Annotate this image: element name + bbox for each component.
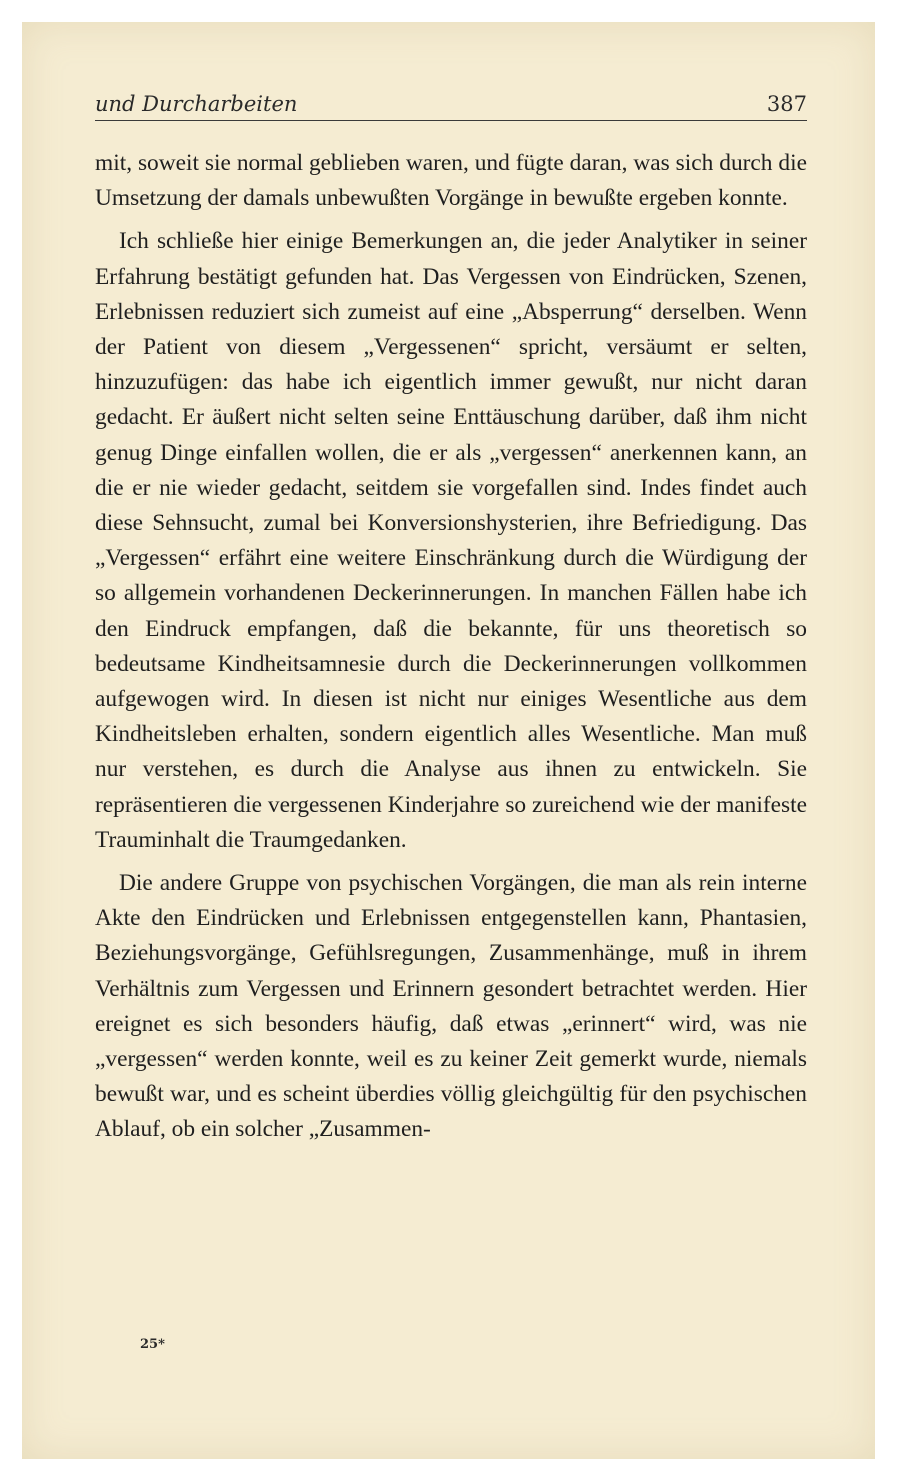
body-text (95, 146, 807, 1148)
paragraph-2: Ich schließe hier einige Bemerkungen an, die jeder Analytiker in seiner Erfahrung bestätigt gefunden hat. Das Vergessen von Eindrücken, Szenen, Erlebnissen reduziert sich zumeist auf eine „Absperrung“ derselben. Wenn der Patient von diesem „Vergessenen“ spricht, versäumt er selten, hinzuzufügen: das habe ich eigentlich immer gewußt, nur nicht daran gedacht. Er äußert nicht selten seine Enttäuschung darüber, daß ihm nicht genug Dinge einfallen wollen, die er als „vergessen“ anerkennen kann, an die er nie wieder gedacht, seitdem sie vorgefallen sind. Indes findet auch diese Sehnsucht, zumal bei Konversionshysterien, ihre Befriedigung. Das „Vergessen“ erfährt eine weitere Einschränkung durch die Würdigung der so allgemein vorhandenen Deckerinnerungen. In manchen Fällen habe ich den Eindruck empfangen, daß die bekannte, für uns theoretisch so bedeutsame Kindheitsamnesie durch die Deckerinnerungen vollkommen aufgewogen wird. In diesen ist nicht nur einiges Wesentliche aus dem Kindheitsleben erhalten, sondern eigentlich alles Wesentliche. Man muß nur verstehen, es durch die Analyse aus ihnen zu entwickeln. Sie repräsentieren die vergessenen Kinderjahre so zureichend wie der manifeste Trauminhalt die Traumgedanken. (95, 228, 807, 853)
page-number: 387 (766, 92, 807, 116)
signature-mark: 25* (140, 1337, 165, 1352)
running-head: und Durcharbeiten (95, 92, 298, 116)
page-header (95, 92, 807, 121)
paragraph-3: Die andere Gruppe von psychischen Vorgängen, die man als rein interne Akte den Eindrücken und Erlebnissen entgegenstellen kann, Phantasien, Beziehungsvorgänge, Gefühlsregungen, Zusammenhänge, muß in ihrem Verhältnis zum Vergessen und Erinnern gesondert betrachtet werden. Hier ereignet es sich besonders häufig, daß etwas „erinnert“ wird, was nie „vergessen“ werden konnte, weil es zu keiner Zeit gemerkt wurde, niemals bewußt war, und es scheint überdies völlig gleichgültig für den psychischen Ablauf, ob ein solcher „Zusammen- (95, 870, 807, 1143)
paragraph-1: mit, soweit sie normal geblieben waren, und fügte daran, was sich durch die Umsetzung der damals unbewußten Vorgänge in bewußte ergeben konnte. (95, 150, 807, 212)
